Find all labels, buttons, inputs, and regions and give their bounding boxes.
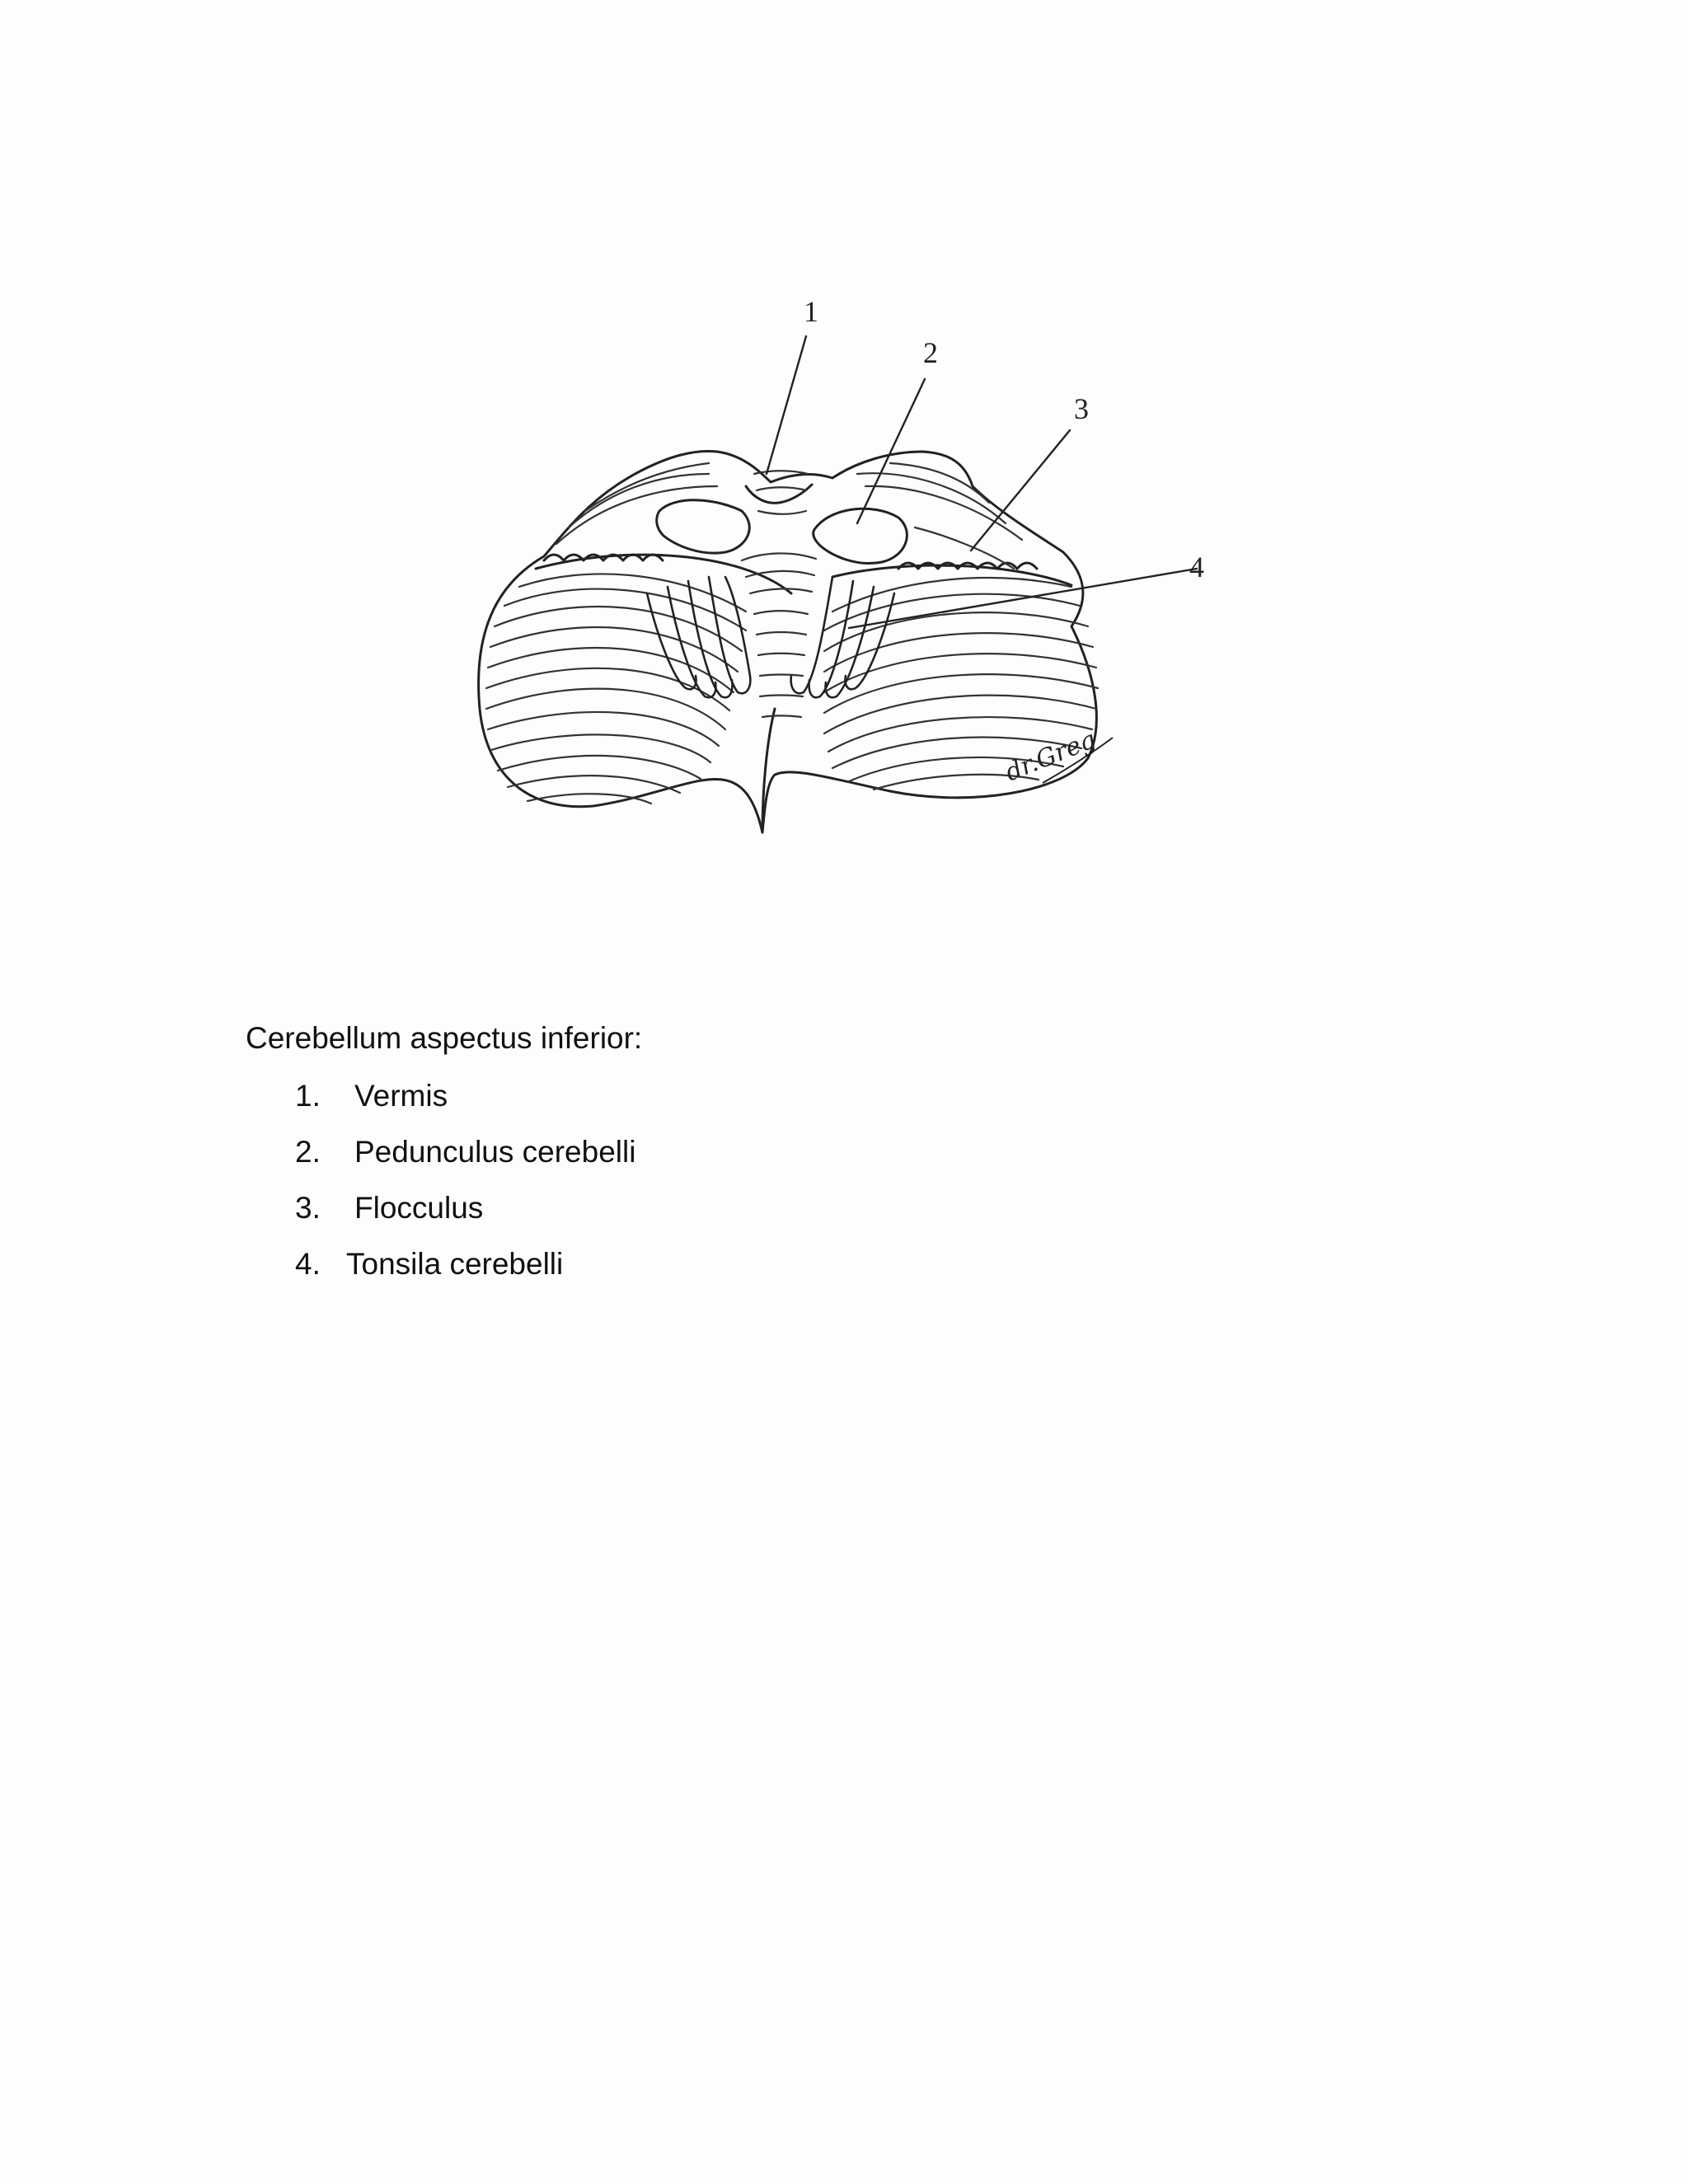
legend-number: 4. [295, 1247, 321, 1281]
legend-item [295, 1190, 635, 1246]
legend-label: Pedunculus cerebelli [354, 1135, 636, 1169]
marker-2: 2 [923, 336, 938, 369]
legend-label: Flocculus [354, 1191, 484, 1225]
legend-item [295, 1134, 635, 1190]
legend-number: 3. [295, 1191, 321, 1225]
leader-line-1 [767, 336, 806, 474]
legend-list [295, 1078, 635, 1302]
legend-item [295, 1246, 635, 1302]
leader-line-4 [849, 569, 1197, 628]
marker-4: 4 [1189, 551, 1204, 583]
legend-label: Vermis [354, 1079, 448, 1113]
left-hemisphere-folia [486, 574, 746, 804]
figure-caption: Cerebellum aspectus inferior: [246, 1021, 643, 1055]
cerebellum-diagram [0, 0, 1688, 989]
marker-3: 3 [1074, 392, 1089, 425]
vermis-folia [742, 471, 816, 717]
legend-number: 1. [295, 1079, 321, 1113]
tonsils [647, 577, 894, 697]
leader-line-3 [971, 430, 1070, 551]
signature: dr.Greg [1001, 724, 1100, 788]
legend-label: Tonsila cerebelli [346, 1247, 564, 1281]
legend-item [295, 1078, 635, 1134]
legend-number: 2. [295, 1135, 321, 1169]
marker-1: 1 [804, 295, 818, 328]
